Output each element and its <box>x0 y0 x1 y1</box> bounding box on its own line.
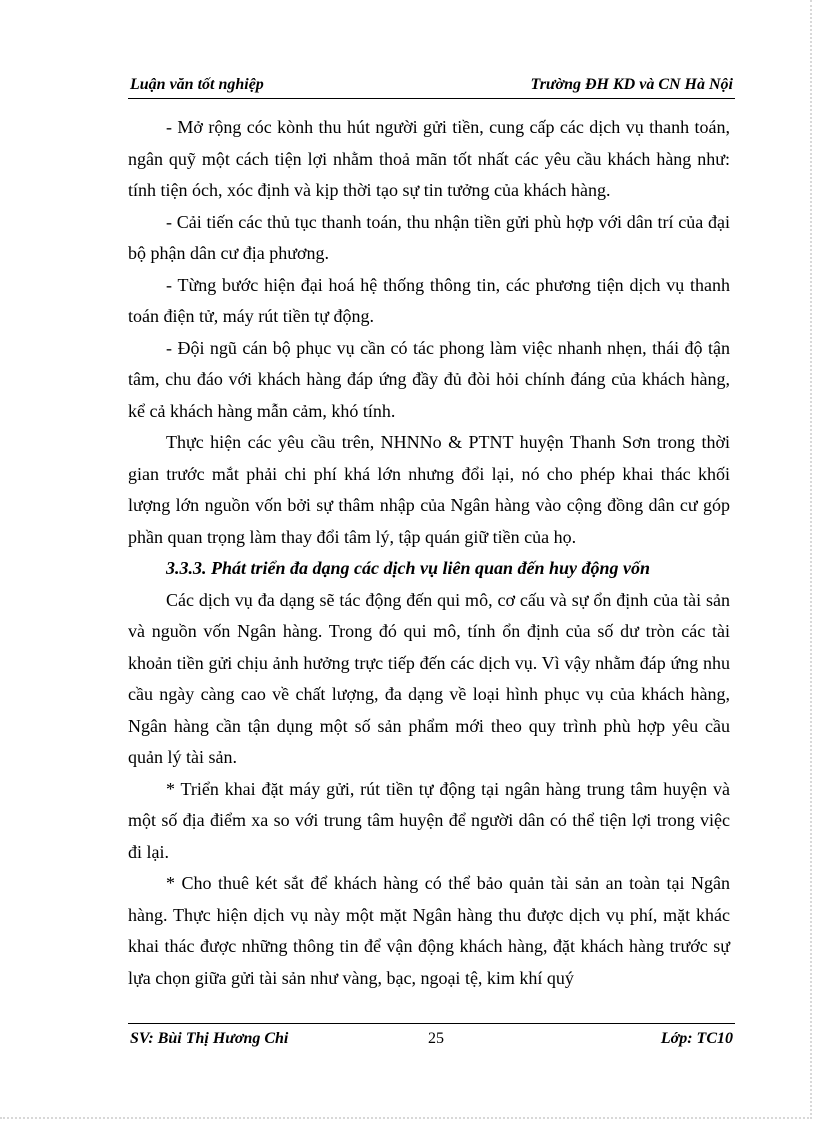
page-header <box>128 74 735 99</box>
paragraph: - Từng bước hiện đại hoá hệ thống thông tin, các phương tiện dịch vụ thanh toán điện tử, máy rút tiền tự động. <box>128 274 730 326</box>
paragraph: Các dịch vụ đa dạng sẽ tác động đến qui mô, cơ cấu và sự ổn định của tài sản và nguồn vốn Ngân hàng. Trong đó qui mô, tính ổn định của số dư tròn các tài khoản tiền gửi chịu ảnh hưởng trực tiếp đến các dịch vụ. Vì vậy nhằm đáp ứng nhu cầu ngày càng cao về chất lượng, đa dạng về loại hình phục vụ của khách hàng, Ngân hàng cần tận dụng một số sản phẩm mới theo quy trình phù hợp yêu cầu quản lý tài sản. <box>128 589 730 767</box>
paragraph: - Cải tiến các thủ tục thanh toán, thu nhận tiền gửi phù hợp với dân trí của đại bộ phận dân cư địa phương. <box>128 211 730 263</box>
footer-class: Lớp: TC10 <box>660 1030 733 1047</box>
paragraph: - Mở rộng cóc kònh thu hút người gửi tiền, cung cấp các dịch vụ thanh toán, ngân quỹ một cách tiện lợi nhằm thoả mãn tốt nhất các yêu cầu khách hàng như: tính tiện óch, xóc định và kịp thời tạo sự tin tưởng của khách hàng. <box>128 117 730 200</box>
document-body <box>128 112 730 994</box>
section-heading: 3.3.3. Phát triển đa dạng các dịch vụ liên quan đến huy động vốn <box>166 558 651 578</box>
page-number: 25 <box>428 1030 444 1047</box>
footer-author: SV: Bùi Thị Hương Chi <box>130 1030 289 1047</box>
paragraph: Thực hiện các yêu cầu trên, NHNNo & PTNT huyện Thanh Sơn trong thời gian trước mắt phải chi phí khá lớn nhưng đổi lại, nó cho phép khai thác khối lượng lớn nguồn vốn bởi sự thâm nhập của Ngân hàng vào cộng đồng dân cư góp phần quan trọng làm thay đổi tâm lý, tập quán giữ tiền của họ. <box>128 432 730 547</box>
header-left-text: Luận văn tốt nghiệp <box>130 76 264 93</box>
paragraph: - Đội ngũ cán bộ phục vụ cần có tác phong làm việc nhanh nhẹn, thái độ tận tâm, chu đáo với khách hàng đáp ứng đầy đủ đòi hỏi chính đáng của khách hàng, kể cả khách hàng mẫn cảm, khó tính. <box>128 337 730 421</box>
paragraph: * Cho thuê két sắt để khách hàng có thể bảo quản tài sản an toàn tại Ngân hàng. Thực hiện dịch vụ này một mặt Ngân hàng thu được dịch vụ phí, mặt khác khai thác được những thông tin để vận động khách hàng, đặt khách hàng trước sự lựa chọn giữa gửi tài sản như vàng, bạc, ngoại tệ, kim khí quý <box>128 873 730 988</box>
page-footer <box>128 1023 735 1050</box>
header-right-text: Trường ĐH KD và CN Hà Nội <box>530 76 733 93</box>
paragraph: * Triển khai đặt máy gửi, rút tiền tự động tại ngân hàng trung tâm huyện và một số địa điểm xa so với trung tâm huyện để người dân có thể tiện lợi trong việc đi lại. <box>128 778 730 862</box>
